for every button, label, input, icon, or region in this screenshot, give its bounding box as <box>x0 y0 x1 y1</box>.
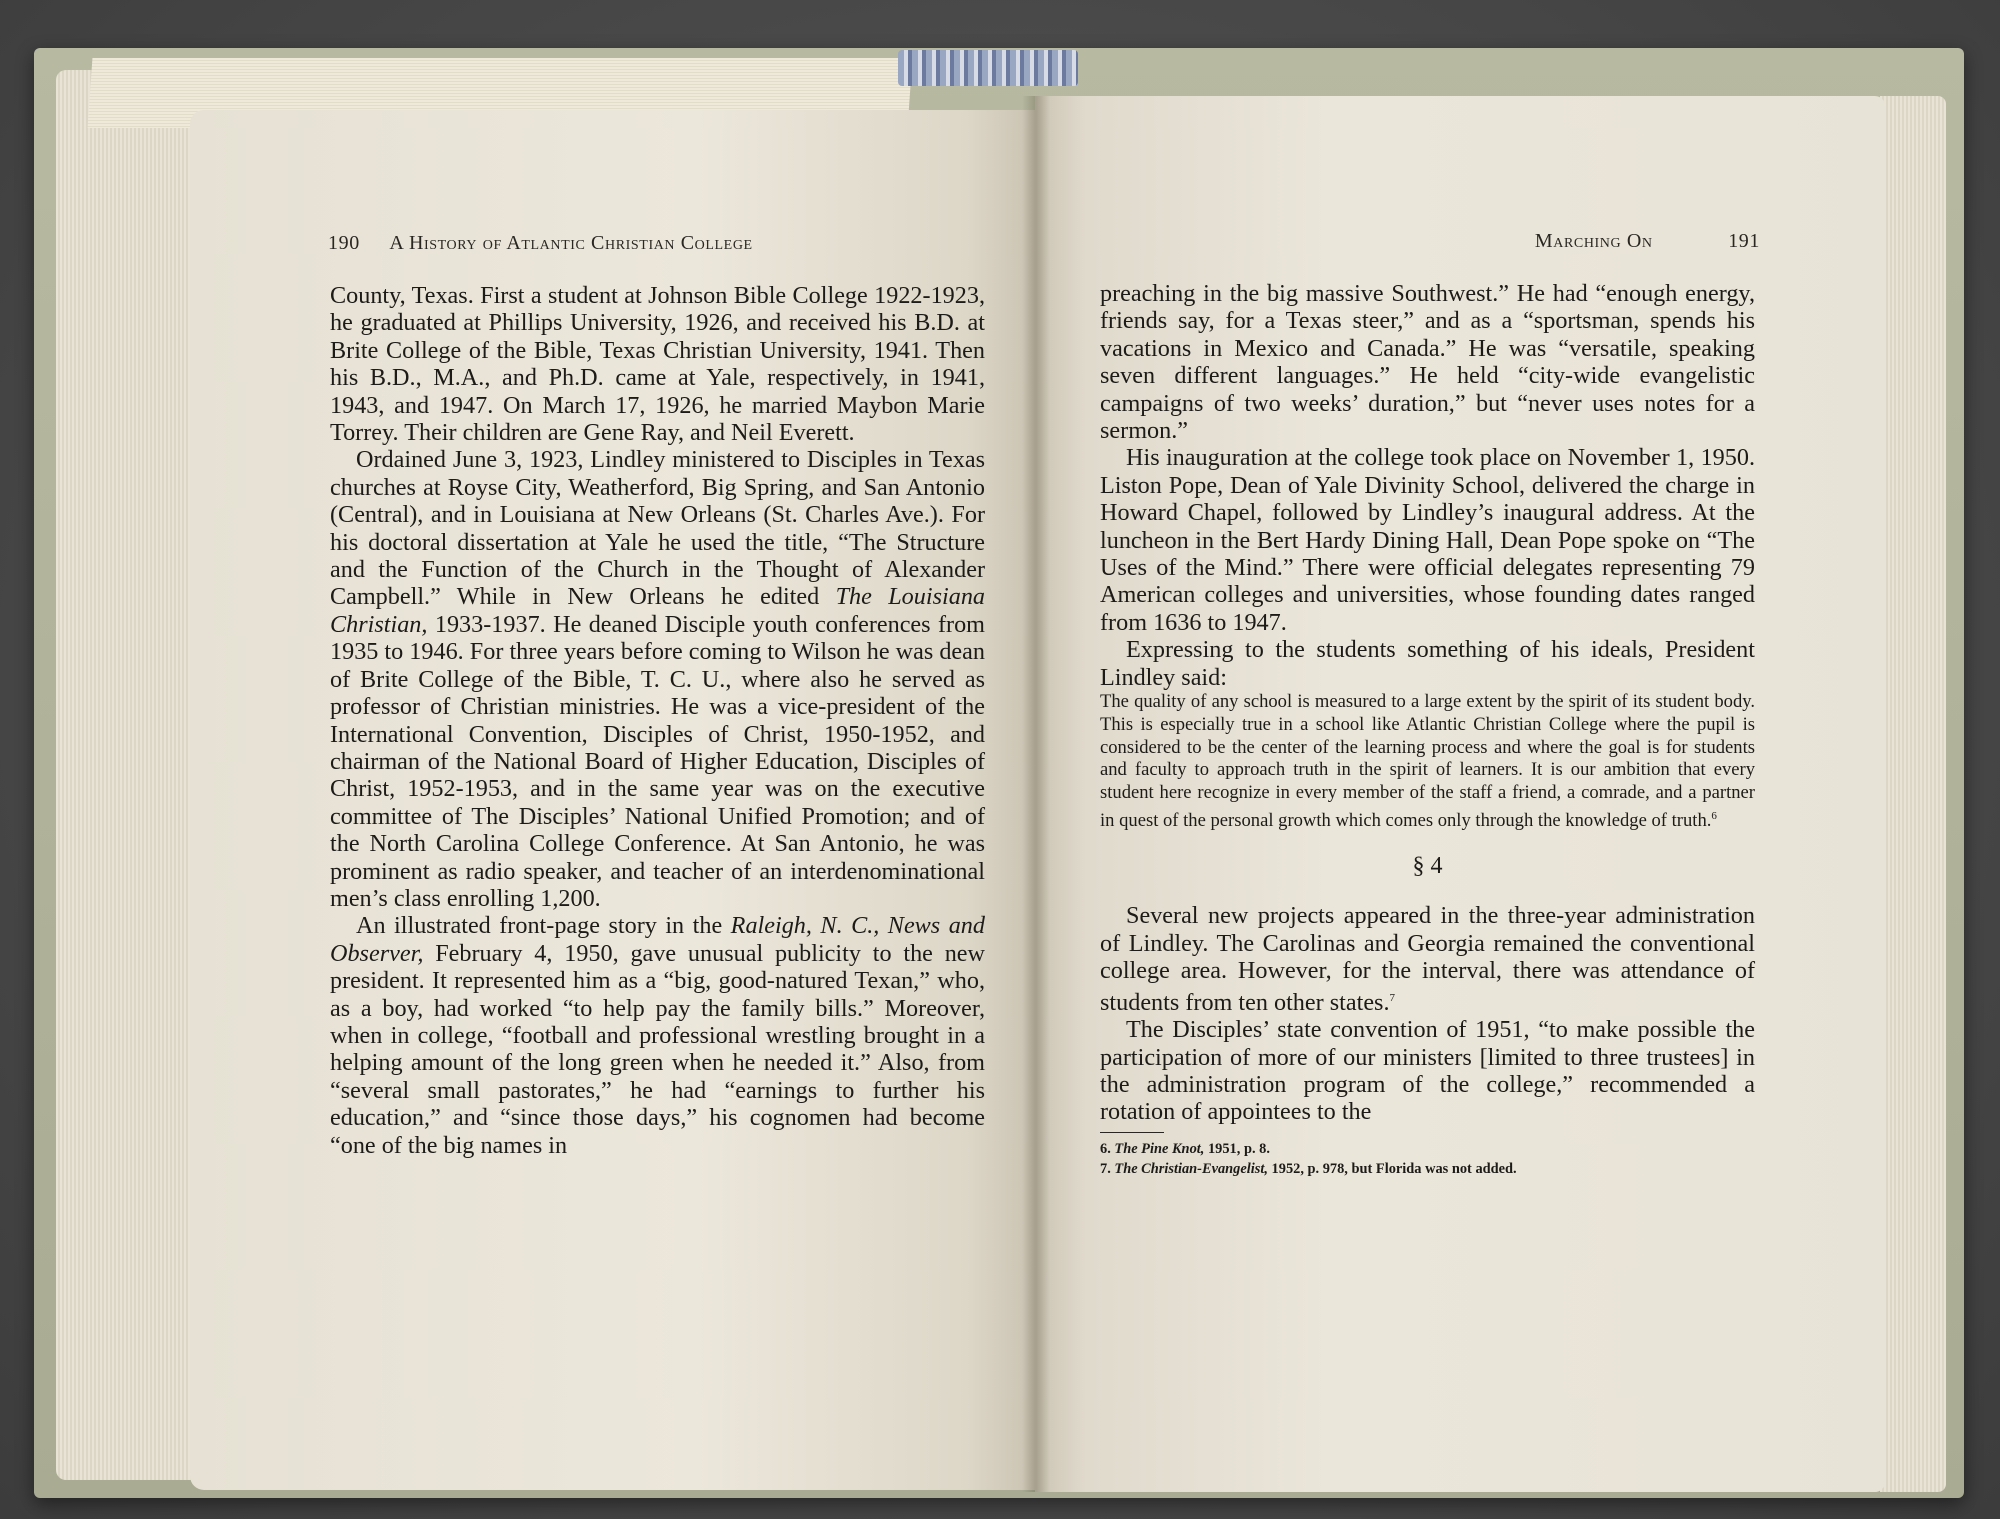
right-running-head <box>1080 230 1760 253</box>
footnote-ref: 6 <box>1711 810 1717 823</box>
left-running-title: A History of Atlantic Christian College <box>389 232 753 254</box>
page-edges-left <box>56 70 206 1480</box>
left-page-number: 190 <box>328 232 360 254</box>
right-running-title: Marching On <box>1534 230 1653 252</box>
paragraph: County, Texas. First a student at Johnson Bible College 1922-1923, he graduated at Phillips University, 1926, and received his B.D. at Brite College of the Bible, Texas Christian University, 1941. Then his B.D., M.A., and Ph.D. came at Yale, respectively, in 1941, 1943, and 1947. On March 17, 1926, he married Maybon Marie Torrey. Their children are Gene Ray, and Neil Everett. <box>330 282 985 447</box>
footnote: 7. The Christian-Evangelist, 1952, p. 978, but Florida was not added. <box>1100 1160 1517 1177</box>
right-body-text <box>1100 280 1755 1179</box>
footnote-ref: 7 <box>1389 991 1396 1004</box>
page-edges-right <box>1880 96 1946 1492</box>
paragraph: The Disciples’ state convention of 1951, “to make possible the participation of more of our ministers [limited to three trustees] in the administration program of the college,” recommended a rotation of appointees to the <box>1100 1016 1755 1126</box>
footnotes <box>1100 1139 1755 1179</box>
footnote: 6. The Pine Knot, 1951, p. 8. <box>1100 1140 1270 1157</box>
paragraph: His inauguration at the college took place on November 1, 1950. Liston Pope, Dean of Yale Divinity School, delivered the charge in Howard Chapel, followed by Lindley’s inaugural address. At the luncheon in the Bert Hardy Dining Hall, Dean Pope spoke on “The Uses of the Mind.” There were official delegates representing 79 American colleges and universities, whose founding dates ranged from 1636 to 1947. <box>1100 444 1755 636</box>
publication-title: The Louisiana Christian, <box>330 583 986 638</box>
book-gutter <box>1022 96 1050 1492</box>
footnote-rule <box>1100 1132 1164 1133</box>
section-heading: § 4 <box>1412 853 1443 880</box>
paragraph: Expressing to the students something of his ideals, President Lindley said: <box>1100 636 1755 691</box>
headband <box>898 50 1078 86</box>
block-quote: The quality of any school is measured to a large extent by the spirit of its student body. This is especially true in a school like Atlantic Christian College where the pupil is considered to be the center of the learning process and where the goal is for students and faculty to approach truth in the spirit of learners. It is our ambition that every student here recognize in every member of the staff a friend, a comrade, and a partner in quest of the personal growth which comes only through the knowledge of truth.$^6$ <box>1100 691 1755 832</box>
paragraph: Several new projects appeared in the three-year administration of Lindley. The Carolinas and Georgia remained the conventional college area. However, for the interval, there was attendance of students from ten other states.$^7$ <box>1100 902 1755 1016</box>
publication-title: Raleigh, N. C., News and Observer, <box>330 912 985 967</box>
paragraph: preaching in the big massive Southwest.” He had “enough energy, friends say, for a Texas steer,” and as a “sportsman, spends his vacations in Mexico and Canada.” He was “versatile, speaking seven different languages.” He held “city-wide evangelistic campaigns of two weeks’ duration,” but “never uses notes for a sermon.” <box>1100 280 1755 445</box>
right-page-number: 191 <box>1728 230 1760 252</box>
paragraph: An illustrated front-page story in the Raleigh, N. C., News and Observer, February 4, 1950, gave unusual publicity to the new president. It represented him as a “big, good-natured Texan,” who, as a boy, had worked “to help pay the family bills.” Moreover, when in college, “football and professional wrestling brought in a helping amount of the long green when he needed it.” Also, from “several small pastorates,” he had “earnings to further his education,” and “since those days,” his cognomen had become “one of the big names in <box>330 912 986 1159</box>
left-running-head <box>328 232 988 255</box>
paragraph: Ordained June 3, 1923, Lindley ministered to Disciples in Texas churches at Royse City, Weatherford, Big Spring, and San Antonio (Central), and in Louisiana at New Orleans (St. Charles Ave.). For his doctoral dissertation at Yale he used the title, “The Structure and the Function of the Church in the Thought of Alexander Campbell.” While in New Orleans he edited The Louisiana Christian, 1933-1937. He deaned Disciple youth conferences from 1935 to 1946. For three years before coming to Wilson he was dean of Brite College of the Bible, T. C. U., where also he served as professor of Christian ministries. He was a vice-president of the International Convention, Disciples of Christ, 1950-1952, and chairman of the National Board of Higher Education, Disciples of Christ, 1952-1953, and in the same year was on the executive committee of The Disciples’ National Unified Promotion; and of the North Carolina College Conference. At San Antonio, he was prominent as radio speaker, and teacher of an interdenominational men’s class enrolling 1,200. <box>330 446 986 912</box>
left-body-text <box>330 282 985 1159</box>
